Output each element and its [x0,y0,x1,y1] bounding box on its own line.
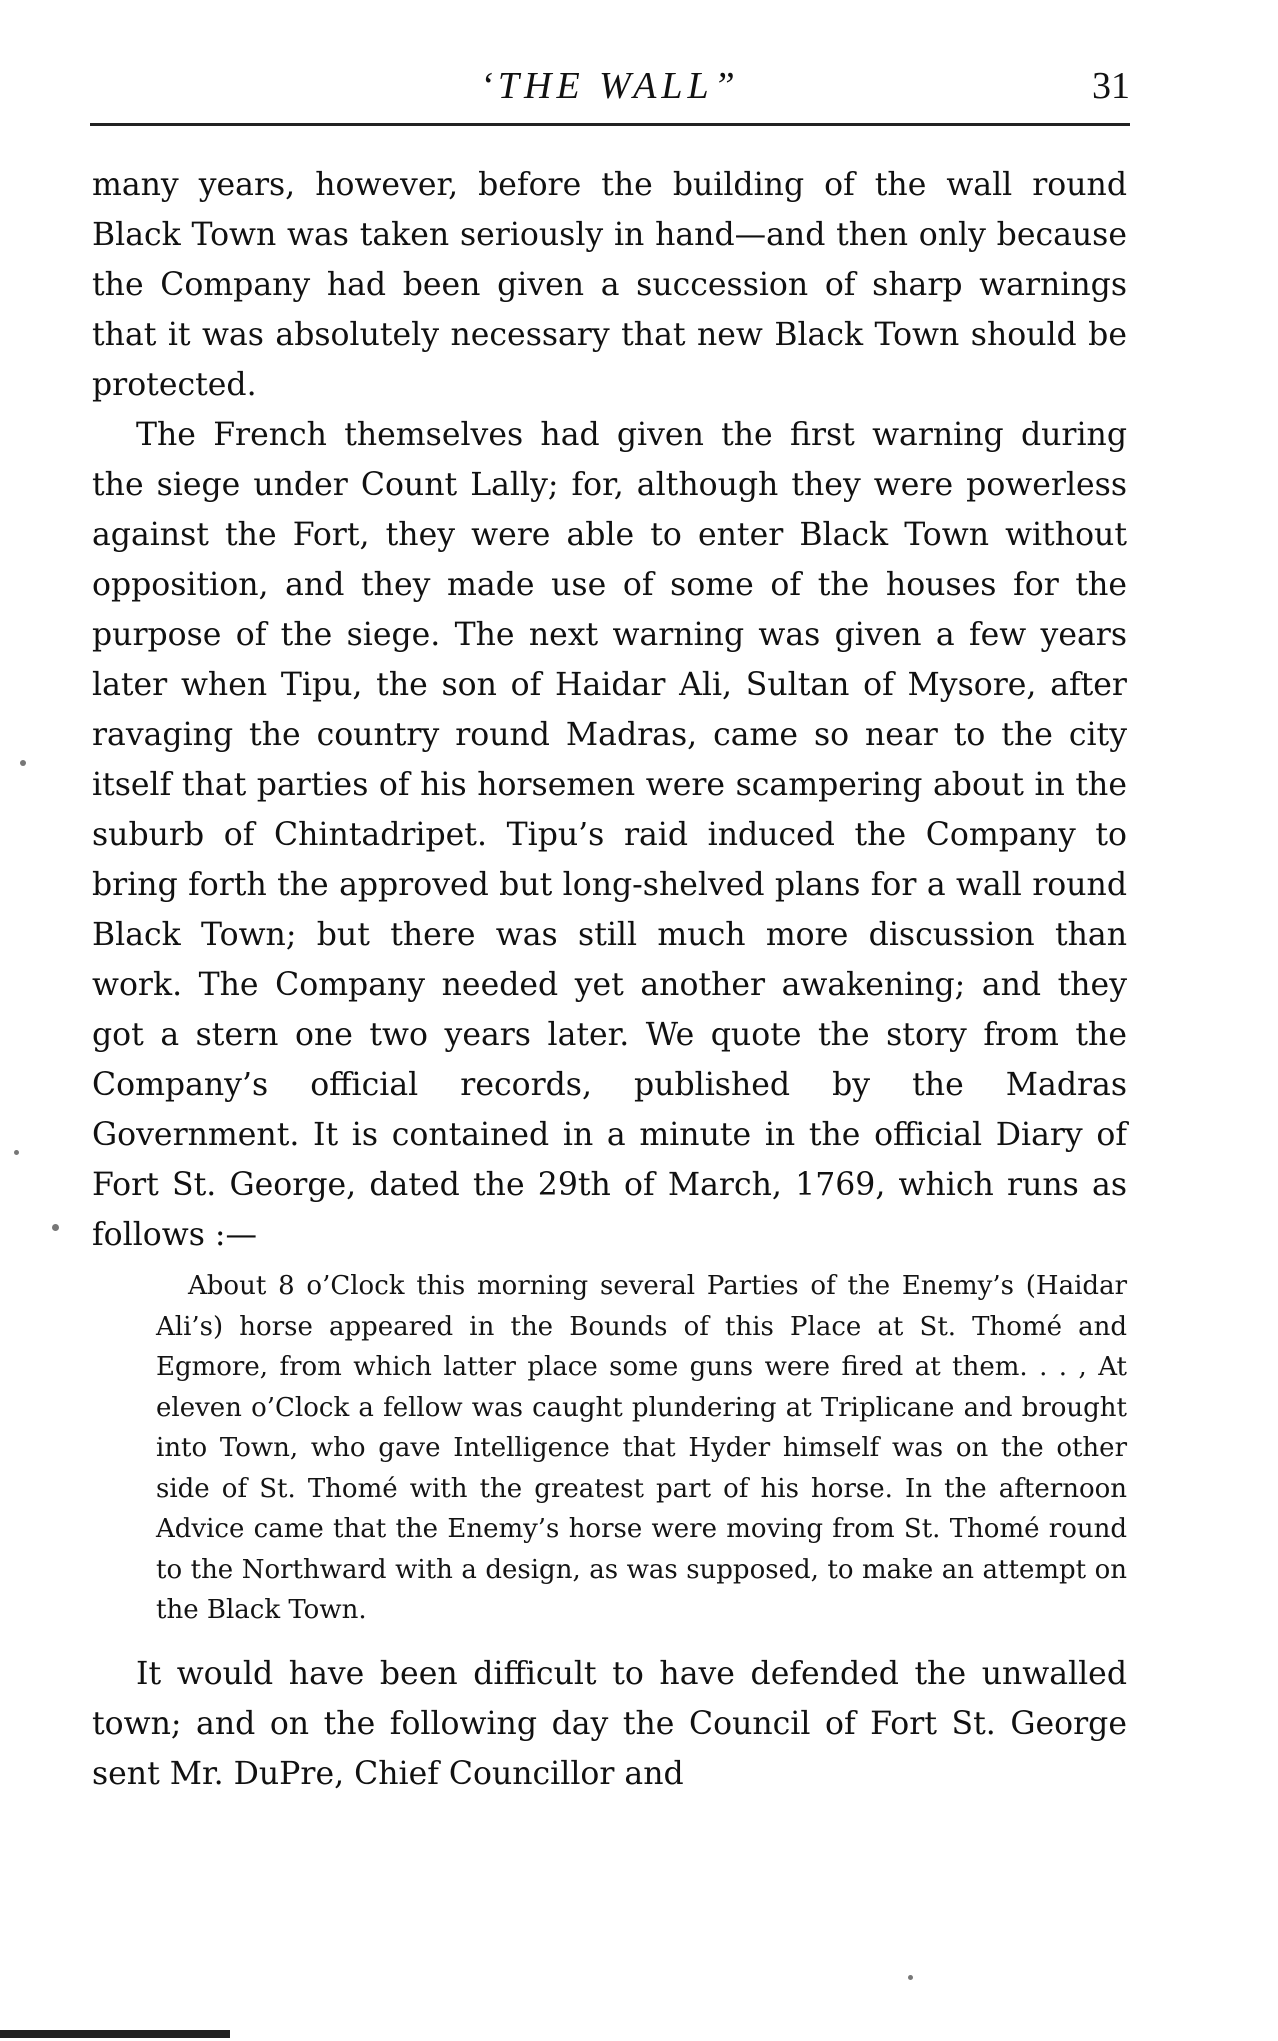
margin-speck [908,1975,913,1980]
margin-speck [14,1150,19,1155]
scan-edge-bar [0,2030,230,2038]
paragraph-continued: many years, however, before the building of the wall round Black Town was taken seriously in hand—and then only because the Company had been given a succession of sharp warnings that it was absolutely necessary that new Black Town should be protected. [92,167,1127,403]
block-quote [156,1266,1127,1631]
body-text [92,160,1127,1799]
quote-text: About 8 o’Clock this morning several Parties of the Enemy’s (Haidar Ali’s) horse appeared in the Bounds of this Place at St. Thomé and Egmore, from which latter place some guns were fired at them. . . , At eleven o’Clock a fellow was caught plundering at Triplicane and brought into Town, who gave Intelligence that Hyder himself was on the other side of St. Thomé with the greatest part of his horse. In the afternoon Advice came that the Enemy’s horse were moving from St. Thomé round to the Northward with a design, as was supposed, to make an attempt on the Black Town. [156,1271,1127,1625]
header-rule [90,123,1130,126]
margin-speck [20,760,26,766]
paragraph-french-warning: The French themselves had given the first warning during the siege under Count Lally; for, although they were powerless against the Fort, they were able to enter Black Town without opposition, and they made use of some of the houses for the purpose of the siege. The next warning was given a few years later when Tipu, the son of Haidar Ali, Sultan of Mysore, after ravaging the country round Madras, came so near to the city itself that parties of his horsemen were scampering about in the suburb of Chintadripet. Tipu’s raid induced the Company to bring forth the approved but long-shelved plans for a wall round Black Town; but there was still much more discussion than work. The Company needed yet another awakening; and they got a stern one two years later. We quote the story from the Company’s official records, published by the Madras Government. It is contained in a minute in the official Diary of Fort St. George, dated the 29th of March, 1769, which runs as follows :— [92,417,1127,1253]
page-header [90,56,1130,126]
page-number: 31 [1092,65,1130,107]
running-head: ‘THE WALL” [480,65,740,107]
margin-speck [52,1224,59,1231]
paragraph-closing: It would have been difficult to have defended the unwalled town; and on the following day the Council of Fort St. George sent Mr. DuPre, Chief Councillor and [92,1655,1127,1792]
